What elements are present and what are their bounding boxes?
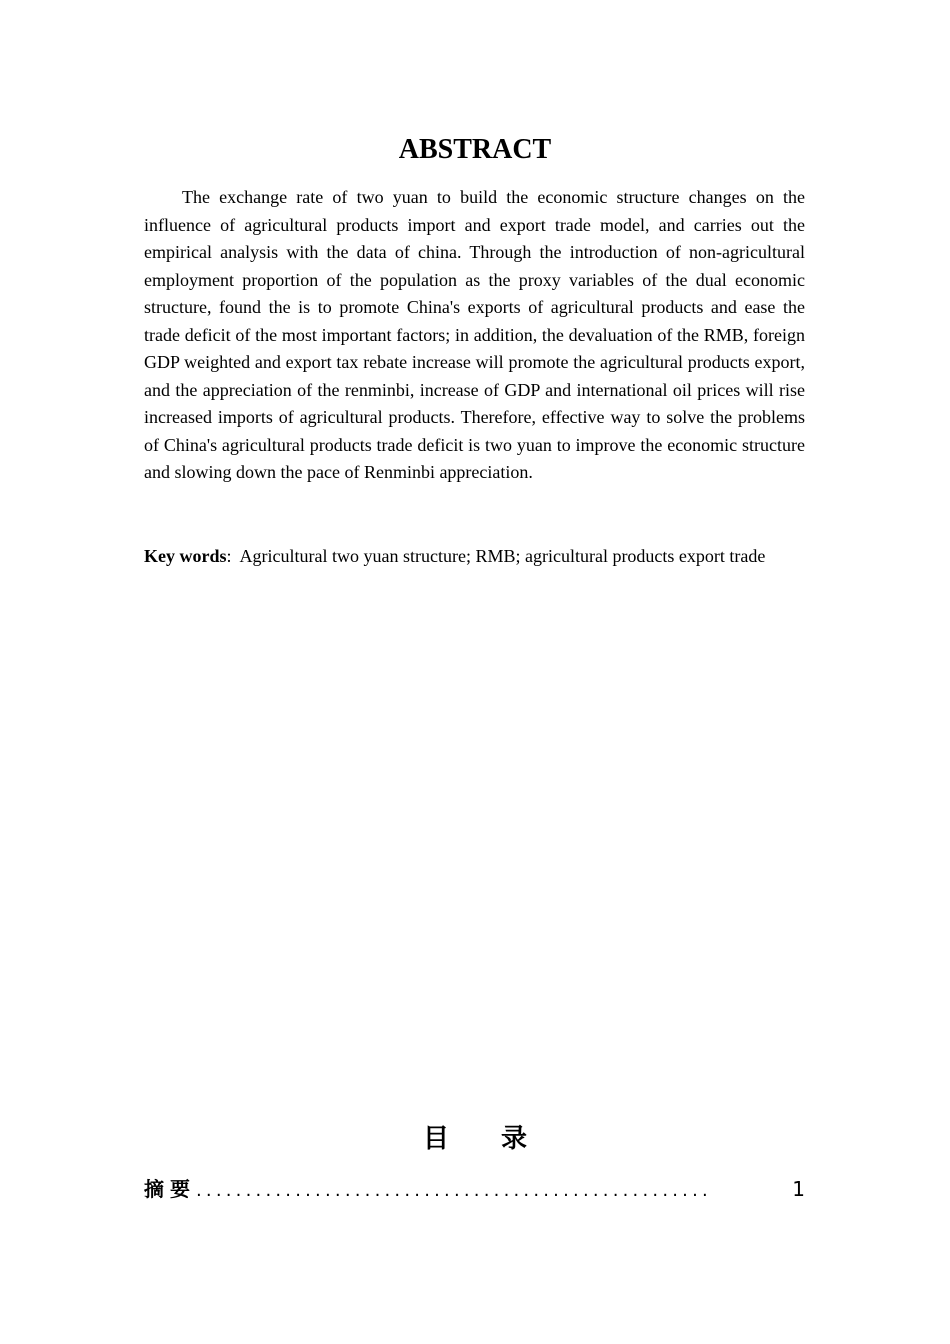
abstract-title: ABSTRACT (398, 134, 552, 165)
toc-title-char-2: 录 (501, 1124, 528, 1154)
toc-entry-label: 摘要 (144, 1177, 196, 1201)
keywords-paragraph (144, 543, 805, 571)
keywords-label: Key words (144, 546, 227, 566)
toc-entry-leader: .................................................... (196, 1180, 712, 1201)
toc-entry[interactable] (144, 1175, 805, 1203)
toc-entry-page-number: 1 (792, 1177, 805, 1201)
abstract-body: The exchange rate of two yuan to build the economic structure changes on the influence of agricultural products import and export trade model, and carries out the empirical analysis with the data of china. Through the introduction of non-agricultural employment proportion of the population as the proxy variables of the dual economic structure, found the is to promote China's exports of agricultural products and ease the trade deficit of the most important factors; in addition, the devaluation of the RMB, foreign GDP weighted and export tax rebate increase will promote the agricultural products export, and the appreciation of the renminbi, increase of GDP and international oil prices will rise increased imports of agricultural products. Therefore, effective way to solve the problems of China's agricultural products trade deficit is two yuan to improve the economic structure and slowing down the pace of Renminbi appreciation. (144, 187, 805, 482)
toc-title (0, 1120, 950, 1158)
toc-title-char-1: 目 (422, 1124, 449, 1154)
keywords-separator: : (226, 546, 232, 566)
keywords-text: Agricultural two yuan structure; RMB; agricultural products export trade (239, 546, 766, 566)
